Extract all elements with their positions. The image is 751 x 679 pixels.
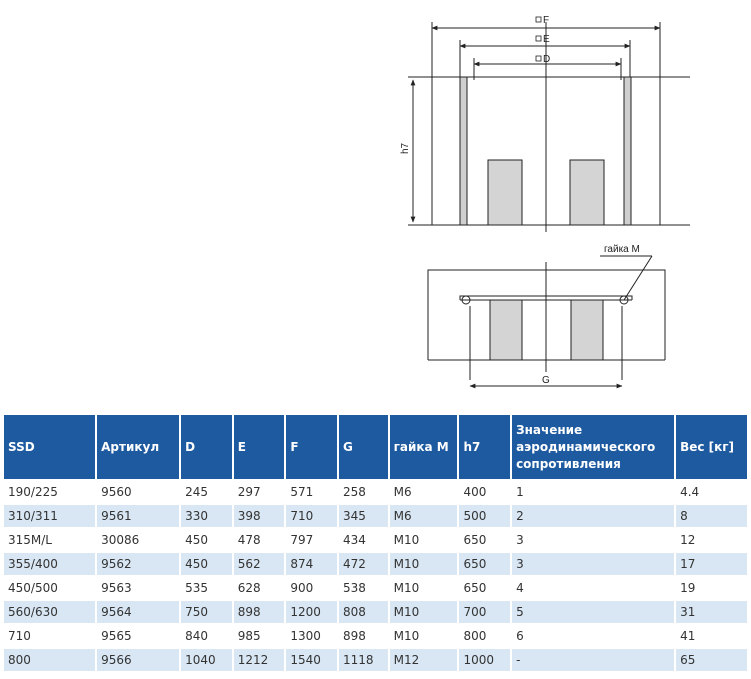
header-weight: Вес [кг] (676, 415, 747, 479)
cell-h7: 650 (459, 577, 510, 599)
cell-g: 898 (339, 625, 388, 647)
cell-resistance: 2 (512, 505, 674, 527)
cell-nut: M6 (390, 481, 458, 503)
cell-weight: 17 (676, 553, 747, 575)
header-d: D (181, 415, 232, 479)
table-row (4, 577, 747, 599)
header-f: F (286, 415, 337, 479)
cell-g: 434 (339, 529, 388, 551)
cell-h7: 800 (459, 625, 510, 647)
cell-nut: M10 (390, 529, 458, 551)
cell-h7: 700 (459, 601, 510, 623)
nut-label: гайка M (604, 244, 640, 255)
cell-nut: M10 (390, 553, 458, 575)
cell-f: 900 (286, 577, 337, 599)
cell-weight: 19 (676, 577, 747, 599)
cell-d: 450 (181, 553, 232, 575)
header-e: E (234, 415, 285, 479)
cell-h7: 650 (459, 529, 510, 551)
dim-label-f: F (543, 15, 550, 26)
top-view (428, 256, 665, 386)
cell-d: 330 (181, 505, 232, 527)
cell-weight: 31 (676, 601, 747, 623)
cell-resistance: 5 (512, 601, 674, 623)
cell-ssd: 560/630 (4, 601, 95, 623)
cell-article: 9561 (97, 505, 179, 527)
cell-nut: M6 (390, 505, 458, 527)
cell-ssd: 310/311 (4, 505, 95, 527)
cell-e: 562 (234, 553, 285, 575)
cell-d: 245 (181, 481, 232, 503)
cell-article: 30086 (97, 529, 179, 551)
cell-article: 9560 (97, 481, 179, 503)
cell-g: 345 (339, 505, 388, 527)
cell-nut: M12 (390, 649, 458, 671)
table-row (4, 481, 747, 503)
dim-label-h7: h7 (400, 142, 411, 154)
cell-resistance: 3 (512, 529, 674, 551)
cell-article: 9564 (97, 601, 179, 623)
cell-e: 297 (234, 481, 285, 503)
cell-nut: M10 (390, 625, 458, 647)
cell-nut: M10 (390, 601, 458, 623)
cell-f: 1200 (286, 601, 337, 623)
header-nut: гайка M (390, 415, 458, 479)
table-row (4, 553, 747, 575)
cell-resistance: 1 (512, 481, 674, 503)
cell-weight: 65 (676, 649, 747, 671)
cell-f: 1540 (286, 649, 337, 671)
cell-f: 1300 (286, 625, 337, 647)
cell-f: 571 (286, 481, 337, 503)
cell-resistance: 4 (512, 577, 674, 599)
cell-weight: 4.4 (676, 481, 747, 503)
cell-e: 1212 (234, 649, 285, 671)
cell-e: 898 (234, 601, 285, 623)
cell-article: 9566 (97, 649, 179, 671)
cell-e: 628 (234, 577, 285, 599)
cell-e: 985 (234, 625, 285, 647)
cell-resistance: 3 (512, 553, 674, 575)
dim-label-g: G (542, 375, 550, 386)
cell-e: 478 (234, 529, 285, 551)
cell-f: 874 (286, 553, 337, 575)
cell-f: 710 (286, 505, 337, 527)
dim-label-d: D (543, 54, 551, 65)
table-row (4, 529, 747, 551)
cell-article: 9562 (97, 553, 179, 575)
cell-resistance: 6 (512, 625, 674, 647)
table-row (4, 649, 747, 671)
cell-g: 538 (339, 577, 388, 599)
cell-h7: 1000 (459, 649, 510, 671)
header-resistance: Значение аэродинамического сопротивления (512, 415, 674, 479)
specification-table (2, 413, 749, 673)
header-h7: h7 (459, 415, 510, 479)
cell-d: 840 (181, 625, 232, 647)
cell-ssd: 800 (4, 649, 95, 671)
cell-weight: 41 (676, 625, 747, 647)
cell-ssd: 315M/L (4, 529, 95, 551)
cell-ssd: 450/500 (4, 577, 95, 599)
cell-f: 797 (286, 529, 337, 551)
header-g: G (339, 415, 388, 479)
header-article: Артикул (97, 415, 179, 479)
cell-article: 9565 (97, 625, 179, 647)
table-row (4, 625, 747, 647)
cell-g: 808 (339, 601, 388, 623)
cell-g: 1118 (339, 649, 388, 671)
table-header-row (4, 415, 747, 479)
cell-e: 398 (234, 505, 285, 527)
table-row (4, 505, 747, 527)
cell-article: 9563 (97, 577, 179, 599)
cell-h7: 400 (459, 481, 510, 503)
cell-d: 1040 (181, 649, 232, 671)
cell-g: 472 (339, 553, 388, 575)
cell-d: 750 (181, 601, 232, 623)
cell-nut: M10 (390, 577, 458, 599)
cell-ssd: 190/225 (4, 481, 95, 503)
table-row (4, 601, 747, 623)
cell-weight: 8 (676, 505, 747, 527)
cell-ssd: 710 (4, 625, 95, 647)
cell-h7: 650 (459, 553, 510, 575)
header-ssd: SSD (4, 415, 95, 479)
cell-resistance: - (512, 649, 674, 671)
cell-weight: 12 (676, 529, 747, 551)
cell-h7: 500 (459, 505, 510, 527)
cell-g: 258 (339, 481, 388, 503)
dim-label-e: E (543, 34, 550, 45)
cell-d: 450 (181, 529, 232, 551)
cell-d: 535 (181, 577, 232, 599)
cell-ssd: 355/400 (4, 553, 95, 575)
